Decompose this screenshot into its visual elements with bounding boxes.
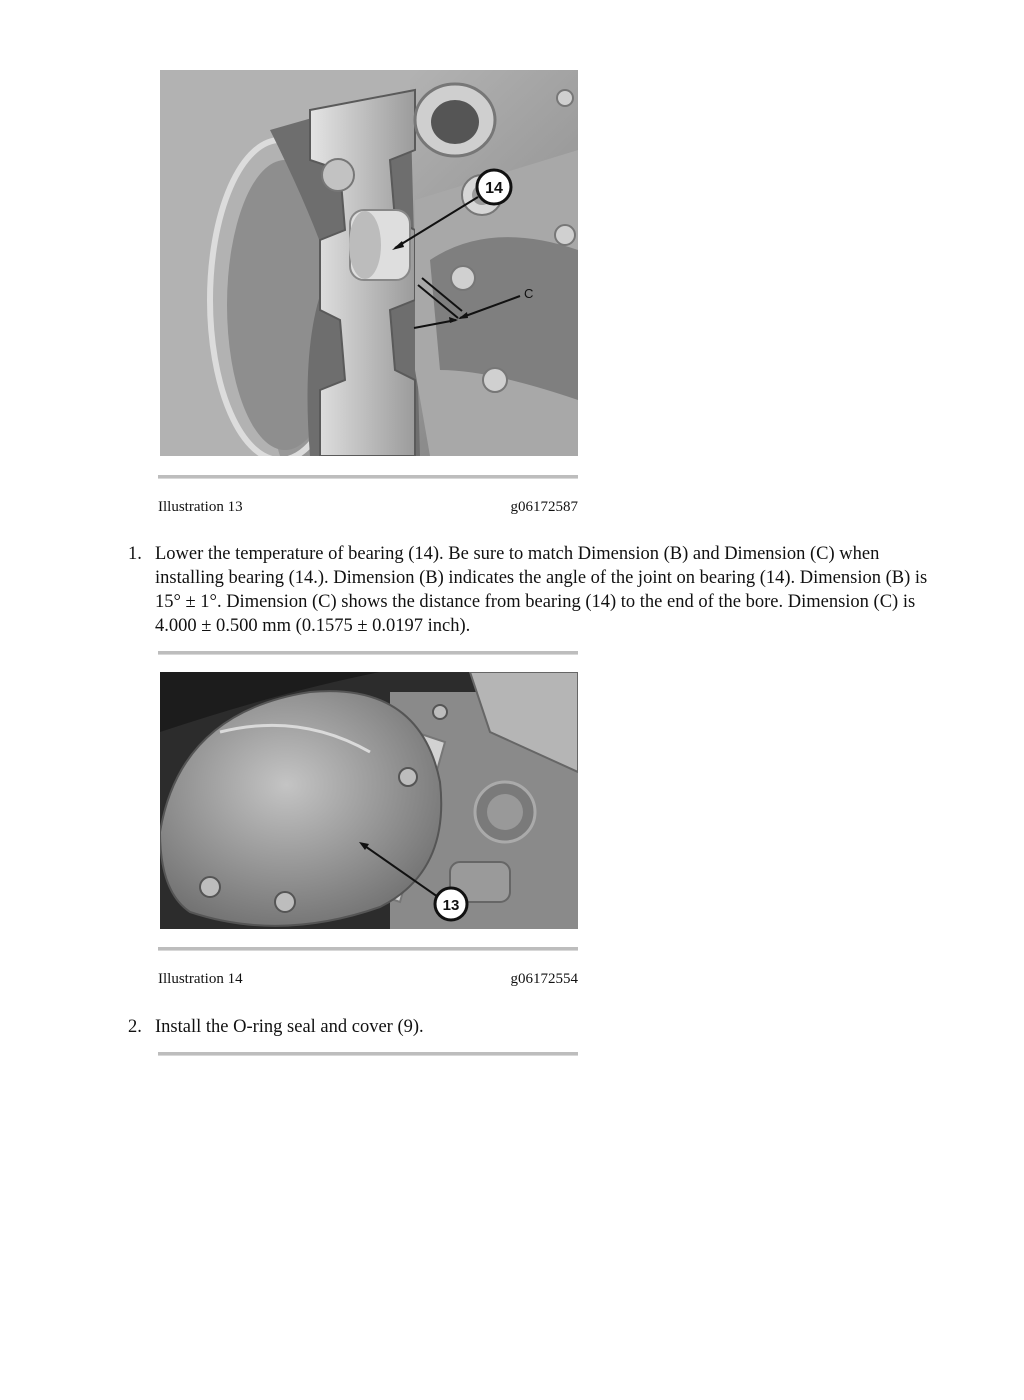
cover-photo-drawing: [160, 672, 578, 929]
step-1: [128, 542, 928, 638]
section-divider: [158, 651, 578, 655]
step-2-text: Install the O-ring seal and cover (9).: [155, 1017, 424, 1037]
illustration-14-code: g06172554: [510, 971, 578, 987]
caption-divider: [158, 947, 578, 951]
caption-divider: [158, 475, 578, 479]
callout-13-label: 13: [442, 897, 460, 914]
dimension-c-label: C: [524, 286, 534, 301]
illustration-13-label: Illustration 13: [158, 499, 243, 515]
step-1-number: 1.: [128, 544, 142, 564]
illustration-14-label: Illustration 14: [158, 971, 243, 987]
illustration-13-code: g06172587: [510, 499, 578, 515]
bearing-housing-drawing: [160, 70, 578, 456]
step-2-number: 2.: [128, 1017, 142, 1037]
callout-14-label: 14: [485, 180, 503, 197]
step-1-text: Lower the temperature of bearing (14). Be sure to match Dimension (B) and Dimension (C) when installing bearing (14.). Dimension (B) indicates the angle of the joint on bearing (14). Dimension (B) is 15° ± 1°. Dimension (C) shows the distance from bearing (14) to the end of the bore. Dimension (C) is 4.000 ± 0.500 mm (0.1575 ± 0.0197 inch).: [155, 544, 928, 636]
section-divider: [158, 1052, 578, 1056]
illustration-13-image: [160, 70, 578, 456]
illustration-14-image: [160, 672, 578, 929]
step-2: [128, 1015, 928, 1039]
